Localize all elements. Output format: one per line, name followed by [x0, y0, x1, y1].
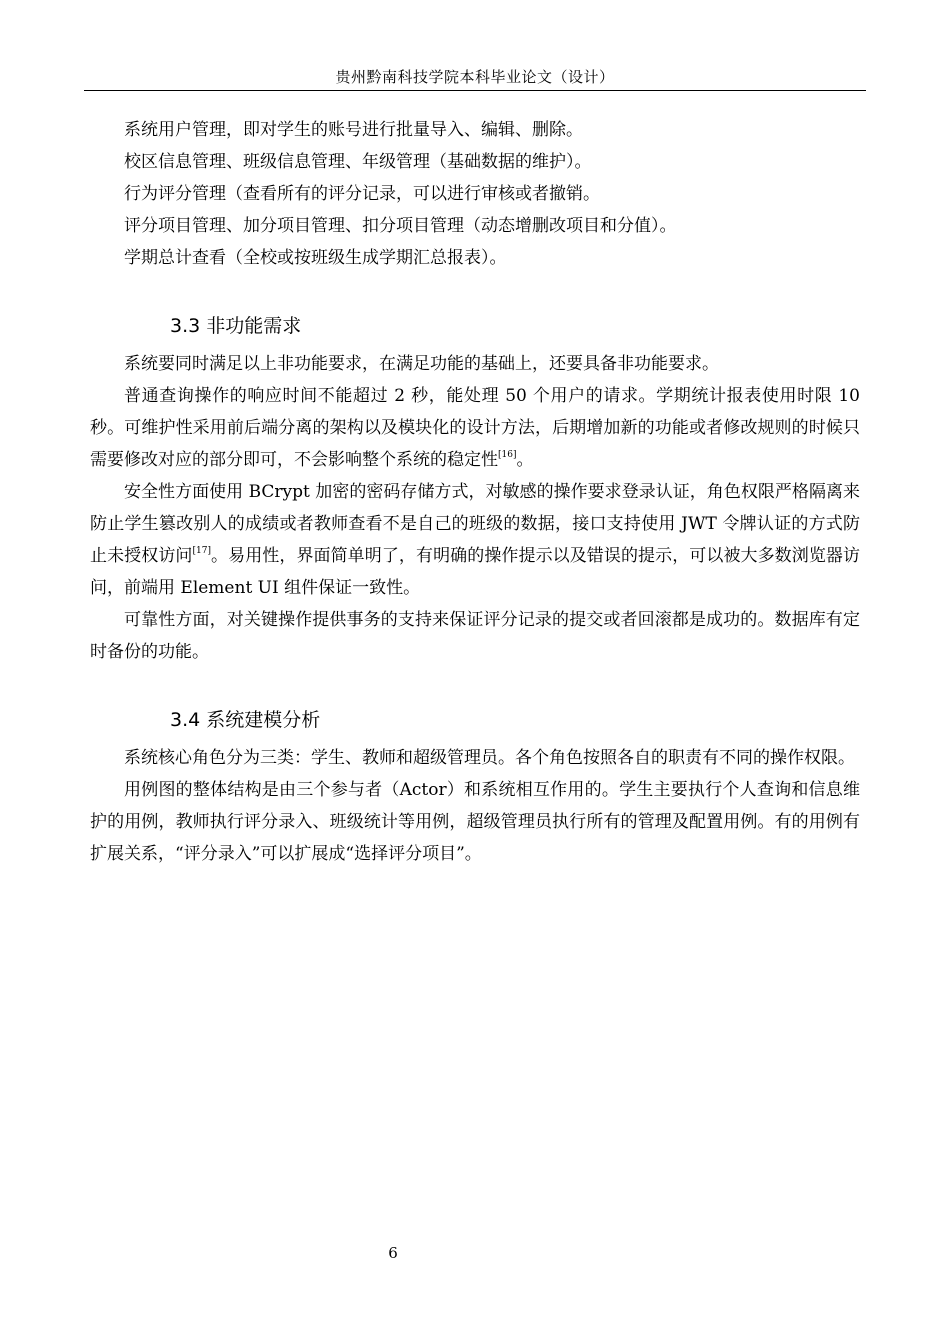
paragraph: 系统要同时满足以上非功能要求，在满足功能的基础上，还要具备非功能要求。: [124, 354, 719, 374]
list-item: 系统用户管理，即对学生的账号进行批量导入、编辑、删除。: [124, 120, 583, 140]
paragraph: 可靠性方面，对关键操作提供事务的支持来保证评分记录的提交或者回滚都是成功的。数据库有定时备份的功能。: [90, 610, 860, 662]
paragraph-text: 。易用性，界面简单明了，有明确的操作提示以及错误的提示，可以被大多数浏览器访问，前端用 Element UI 组件保证一致性。: [90, 546, 861, 598]
citation-17[interactable]: [17]: [192, 546, 211, 556]
paragraph-text: 安全性方面使用 BCrypt 加密的密码存储方式，对敏感的操作要求登录认证，角色权限严格隔离来防止学生篡改别人的成绩或者教师查看不是自己的班级的数据，接口支持使用 JWT 令牌认证的方式防止未授权访问: [90, 482, 860, 566]
header-rule: [84, 90, 866, 91]
list-item: 评分项目管理、加分项目管理、扣分项目管理（动态增删改项目和分值）。: [124, 216, 677, 236]
page-number: 6: [388, 1244, 398, 1262]
paragraph-text: 。: [516, 450, 534, 470]
paragraph: [90, 380, 860, 476]
admin-function-list: [90, 114, 860, 274]
list-item: 行为评分管理（查看所有的评分记录，可以进行审核或者撤销。: [124, 184, 600, 204]
paragraph-text: 普通查询操作的响应时间不能超过 2 秒，能处理 50 个用户的请求。学期统计报表使用时限 10 秒。可维护性采用前后端分离的架构以及模块化的设计方法，后期增加新的功能或者修改规则的时候只需要修改对应的部分即可，不会影响整个系统的稳定性: [90, 386, 860, 470]
section-heading-3-4: 3.4 系统建模分析: [170, 709, 321, 731]
page-content: [90, 114, 860, 870]
paragraph: 用例图的整体结构是由三个参与者（Actor）和系统相互作用的。学生主要执行个人查询和信息维护的用例，教师执行评分录入、班级统计等用例，超级管理员执行所有的管理及配置用例。有的用例有扩展关系，“评分录入”可以扩展成“选择评分项目”。: [90, 780, 860, 864]
paragraph: [90, 476, 860, 604]
citation-16[interactable]: [16]: [498, 450, 517, 460]
list-item: 学期总计查看（全校或按班级生成学期汇总报表）。: [124, 248, 507, 268]
list-item: 校区信息管理、班级信息管理、年级管理（基础数据的维护）。: [124, 152, 592, 172]
paragraph: 系统核心角色分为三类：学生、教师和超级管理员。各个角色按照各自的职责有不同的操作权限。: [124, 748, 855, 768]
running-header: 贵州黔南科技学院本科毕业论文（设计）: [335, 68, 615, 86]
section-heading-3-3: 3.3 非功能需求: [170, 315, 302, 337]
